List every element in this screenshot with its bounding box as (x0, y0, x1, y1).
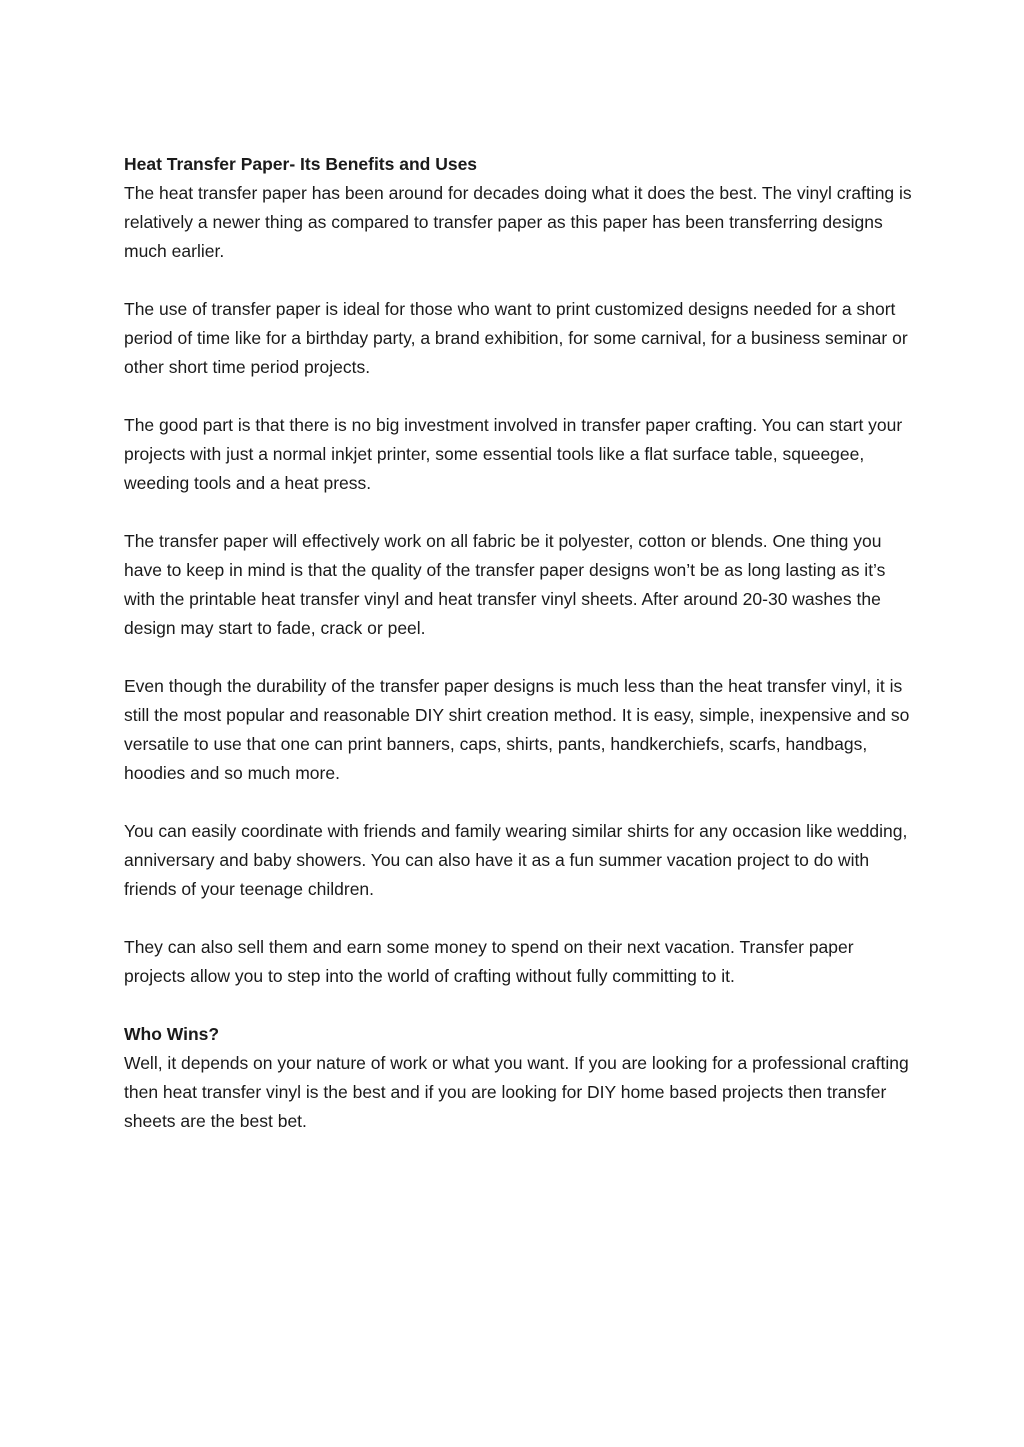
paragraph: The transfer paper will effectively work on all fabric be it polyester, cotton or blends. One thing you have to keep in mind is that the quality of the transfer paper designs won’t be as long lasting as it’s with the printable heat transfer vinyl and heat transfer vinyl sheets. After around 20-30 washes the design may start to fade, crack or peel. (124, 531, 886, 638)
paragraph: The heat transfer paper has been around for decades doing what it does the best. The vinyl crafting is relatively a newer thing as compared to transfer paper as this paper has been transferring designs much earlier. (124, 183, 912, 261)
paragraph: The good part is that there is no big investment involved in transfer paper crafting. You can start your projects with just a normal inkjet printer, some essential tools like a flat surface table, squeegee, weeding tools and a heat press. (124, 415, 903, 493)
paragraph: They can also sell them and earn some money to spend on their next vacation. Transfer paper projects allow you to step into the world of crafting without fully committing to it. (124, 937, 854, 986)
paragraph: Well, it depends on your nature of work or what you want. If you are looking for a professional crafting then heat transfer vinyl is the best and if you are looking for DIY home based projects then transfer sheets are the best bet. (124, 1053, 909, 1131)
section-heading: Who Wins? (124, 1024, 220, 1044)
section-heading: Heat Transfer Paper- Its Benefits and Uses (124, 154, 478, 174)
paragraph: The use of transfer paper is ideal for those who want to print customized designs needed for a short period of time like for a birthday party, a brand exhibition, for some carnival, for a business seminar or other short time period projects. (124, 299, 908, 377)
paragraph: Even though the durability of the transfer paper designs is much less than the heat transfer vinyl, it is still the most popular and reasonable DIY shirt creation method. It is easy, simple, inexpensive and so versatile to use that one can print banners, caps, shirts, pants, handkerchiefs, scarfs, handbags, hoodies and so much more. (124, 676, 910, 783)
paragraph: You can easily coordinate with friends and family wearing similar shirts for any occasion like wedding, anniversary and baby showers. You can also have it as a fun summer vacation project to do with friends of your teenage children. (124, 821, 908, 899)
document-body (124, 150, 914, 1165)
